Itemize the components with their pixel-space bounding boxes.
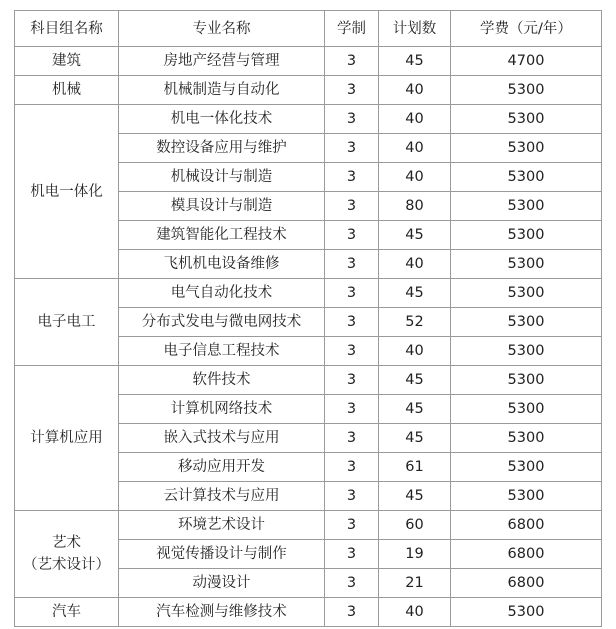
table-row bbox=[15, 366, 602, 395]
tuition-cell: 4700 bbox=[451, 47, 602, 76]
plan-count-cell: 40 bbox=[379, 105, 451, 134]
tuition-cell: 5300 bbox=[451, 366, 602, 395]
group-name-cell bbox=[15, 105, 119, 279]
plan-count-cell: 40 bbox=[379, 337, 451, 366]
group-name-cell bbox=[15, 366, 119, 511]
plan-count-cell: 40 bbox=[379, 250, 451, 279]
tuition-cell: 5300 bbox=[451, 76, 602, 105]
major-name-cell: 视觉传播设计与制作 bbox=[119, 540, 325, 569]
plan-count-cell: 45 bbox=[379, 424, 451, 453]
major-name-cell: 模具设计与制造 bbox=[119, 192, 325, 221]
duration-cell: 3 bbox=[325, 163, 379, 192]
group-name-cell bbox=[15, 47, 119, 76]
plan-count-cell: 40 bbox=[379, 598, 451, 627]
plan-count-cell: 45 bbox=[379, 221, 451, 250]
tuition-cell: 5300 bbox=[451, 598, 602, 627]
plan-count-cell: 45 bbox=[379, 279, 451, 308]
duration-cell: 3 bbox=[325, 76, 379, 105]
duration-cell: 3 bbox=[325, 250, 379, 279]
duration-cell: 3 bbox=[325, 598, 379, 627]
group-name-cell bbox=[15, 598, 119, 627]
table-header bbox=[15, 11, 602, 47]
plan-count-cell: 40 bbox=[379, 134, 451, 163]
plan-count-cell: 45 bbox=[379, 366, 451, 395]
duration-cell: 3 bbox=[325, 308, 379, 337]
group-name-cell bbox=[15, 511, 119, 598]
duration-cell: 3 bbox=[325, 366, 379, 395]
duration-cell: 3 bbox=[325, 540, 379, 569]
group-name: 机械 bbox=[52, 82, 81, 98]
group-name: 艺术 bbox=[52, 535, 81, 551]
group-name-cell bbox=[15, 279, 119, 366]
header-duration: 学制 bbox=[325, 11, 379, 47]
plan-count-cell: 19 bbox=[379, 540, 451, 569]
group-name: 建筑 bbox=[52, 53, 81, 69]
table-row bbox=[15, 279, 602, 308]
duration-cell: 3 bbox=[325, 105, 379, 134]
duration-cell: 3 bbox=[325, 47, 379, 76]
tuition-cell: 5300 bbox=[451, 279, 602, 308]
plan-count-cell: 80 bbox=[379, 192, 451, 221]
tuition-cell: 5300 bbox=[451, 192, 602, 221]
tuition-cell: 5300 bbox=[451, 250, 602, 279]
group-name: 电子电工 bbox=[37, 314, 96, 330]
plan-count-cell: 45 bbox=[379, 47, 451, 76]
tuition-cell: 5300 bbox=[451, 453, 602, 482]
major-name-cell: 动漫设计 bbox=[119, 569, 325, 598]
major-name-cell: 云计算技术与应用 bbox=[119, 482, 325, 511]
tuition-cell: 5300 bbox=[451, 395, 602, 424]
tuition-cell: 5300 bbox=[451, 134, 602, 163]
duration-cell: 3 bbox=[325, 569, 379, 598]
major-name-cell: 机电一体化技术 bbox=[119, 105, 325, 134]
tuition-cell: 6800 bbox=[451, 540, 602, 569]
header-plan-count: 计划数 bbox=[379, 11, 451, 47]
plan-count-cell: 40 bbox=[379, 163, 451, 192]
plan-count-cell: 45 bbox=[379, 482, 451, 511]
tuition-cell: 5300 bbox=[451, 105, 602, 134]
tuition-cell: 5300 bbox=[451, 308, 602, 337]
duration-cell: 3 bbox=[325, 337, 379, 366]
enrollment-fee-table bbox=[14, 10, 602, 627]
tuition-cell: 5300 bbox=[451, 482, 602, 511]
header-group-name: 科目组名称 bbox=[15, 11, 119, 47]
tuition-cell: 5300 bbox=[451, 163, 602, 192]
duration-cell: 3 bbox=[325, 192, 379, 221]
table-row bbox=[15, 76, 602, 105]
duration-cell: 3 bbox=[325, 482, 379, 511]
plan-count-cell: 52 bbox=[379, 308, 451, 337]
table-row bbox=[15, 105, 602, 134]
major-name-cell: 汽车检测与维修技术 bbox=[119, 598, 325, 627]
tuition-cell: 6800 bbox=[451, 569, 602, 598]
major-name-cell: 飞机机电设备维修 bbox=[119, 250, 325, 279]
plan-count-cell: 61 bbox=[379, 453, 451, 482]
plan-count-cell: 40 bbox=[379, 76, 451, 105]
duration-cell: 3 bbox=[325, 221, 379, 250]
plan-count-cell: 60 bbox=[379, 511, 451, 540]
table-row bbox=[15, 598, 602, 627]
tuition-cell: 6800 bbox=[451, 511, 602, 540]
major-name-cell: 数控设备应用与维护 bbox=[119, 134, 325, 163]
table-row bbox=[15, 47, 602, 76]
duration-cell: 3 bbox=[325, 453, 379, 482]
major-name-cell: 建筑智能化工程技术 bbox=[119, 221, 325, 250]
tuition-cell: 5300 bbox=[451, 221, 602, 250]
duration-cell: 3 bbox=[325, 424, 379, 453]
group-name: 汽车 bbox=[52, 604, 81, 620]
table-body bbox=[15, 47, 602, 627]
major-name-cell: 软件技术 bbox=[119, 366, 325, 395]
major-name-cell: 机械设计与制造 bbox=[119, 163, 325, 192]
duration-cell: 3 bbox=[325, 395, 379, 424]
major-name-cell: 分布式发电与微电网技术 bbox=[119, 308, 325, 337]
major-name-cell: 电子信息工程技术 bbox=[119, 337, 325, 366]
group-name-cell bbox=[15, 76, 119, 105]
major-name-cell: 电气自动化技术 bbox=[119, 279, 325, 308]
major-name-cell: 移动应用开发 bbox=[119, 453, 325, 482]
header-row bbox=[15, 11, 602, 47]
tuition-cell: 5300 bbox=[451, 337, 602, 366]
major-name-cell: 房地产经营与管理 bbox=[119, 47, 325, 76]
duration-cell: 3 bbox=[325, 511, 379, 540]
duration-cell: 3 bbox=[325, 279, 379, 308]
plan-count-cell: 21 bbox=[379, 569, 451, 598]
major-name-cell: 嵌入式技术与应用 bbox=[119, 424, 325, 453]
major-name-cell: 环境艺术设计 bbox=[119, 511, 325, 540]
major-name-cell: 机械制造与自动化 bbox=[119, 76, 325, 105]
group-name: 计算机应用 bbox=[30, 430, 103, 446]
header-tuition: 学费（元/年） bbox=[451, 11, 602, 47]
group-name: 机电一体化 bbox=[30, 183, 103, 200]
tuition-cell: 5300 bbox=[451, 424, 602, 453]
major-name-cell: 计算机网络技术 bbox=[119, 395, 325, 424]
group-subname: （艺术设计） bbox=[23, 557, 110, 573]
header-major-name: 专业名称 bbox=[119, 11, 325, 47]
plan-count-cell: 45 bbox=[379, 395, 451, 424]
duration-cell: 3 bbox=[325, 134, 379, 163]
table-row bbox=[15, 511, 602, 540]
